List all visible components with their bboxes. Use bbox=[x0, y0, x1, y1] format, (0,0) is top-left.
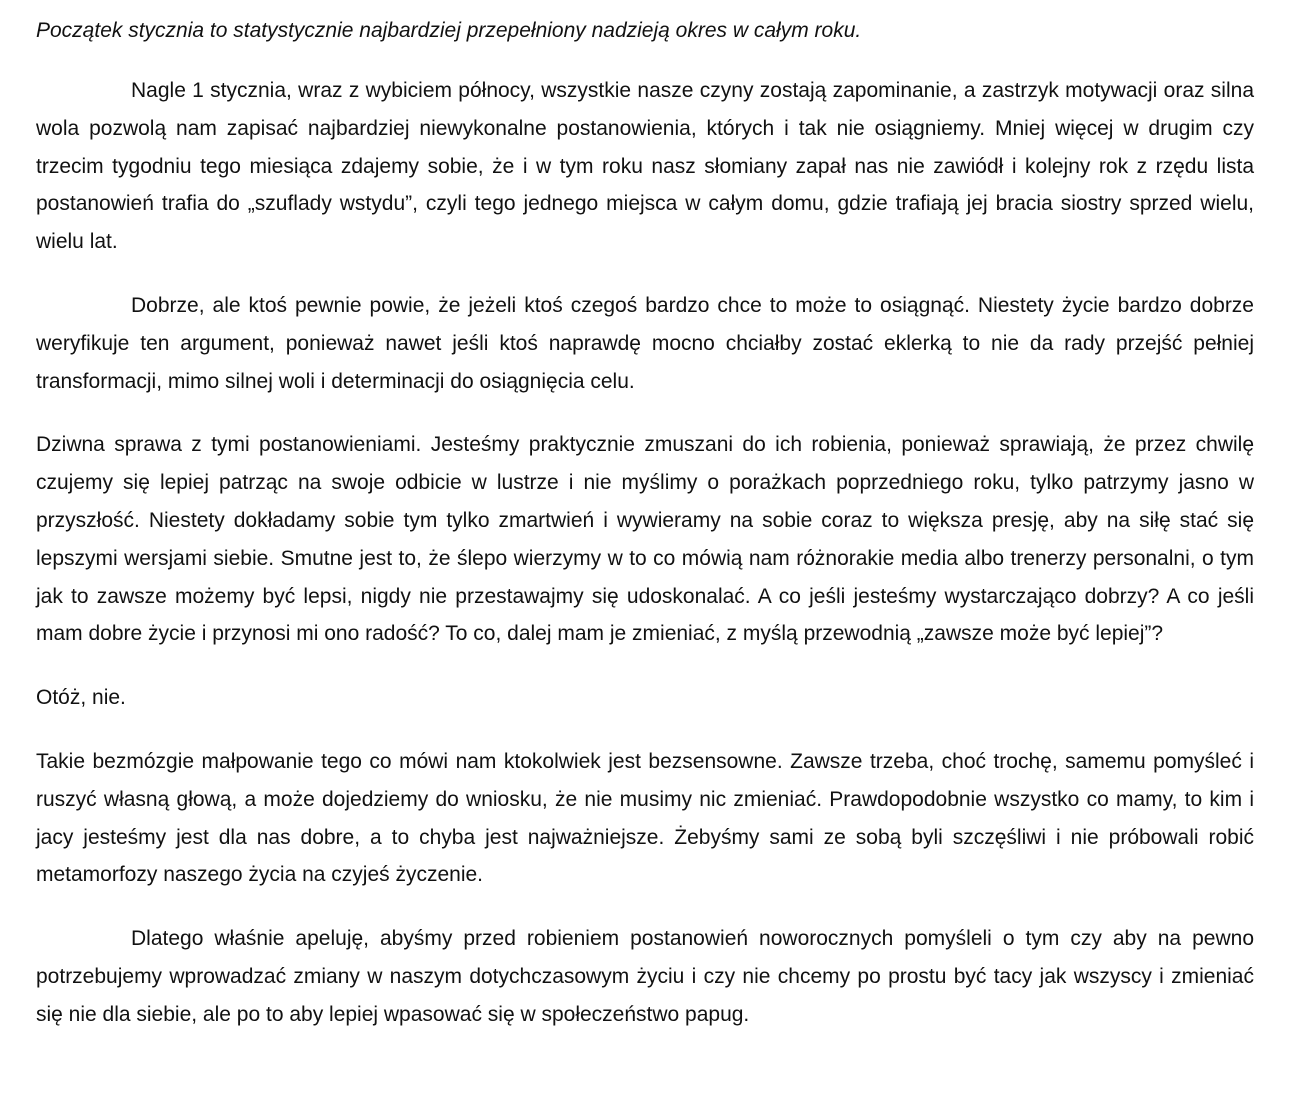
paragraph-answer: Otóż, nie. bbox=[36, 686, 126, 710]
lead-sentence: Początek stycznia to statystycznie najbardziej przepełniony nadzieją okres w całym roku. bbox=[36, 19, 862, 42]
paragraph-new-year-resolutions: Nagle 1 stycznia, wraz z wybiciem północy, wszystkie nasze czyny zostają zapominanie, a zastrzyk motywacji oraz silna wola pozwolą nam zapisać najbardziej niewykonalne postanowienia, których i tak nie osiągniemy. Mniej więcej w drugim czy trzecim tygodniu tego miesiąca zdajemy sobie, że i w tym roku nasz słomiany zapał nas nie zawiódł i kolejny rok z rzędu lista postanowień trafia do „szuflady wstydu”, czyli tego jednego miejsca w całym domu, gdzie trafiają jej bracia siostry sprzed wielu, wielu lat. bbox=[36, 79, 1254, 254]
paragraph-willpower-argument: Dobrze, ale ktoś pewnie powie, że jeżeli ktoś czegoś bardzo chce to może to osiągnąć. Niestety życie bardzo dobrze weryfikuje ten argument, ponieważ nawet jeśli ktoś naprawdę mocno chciałby zostać eklerką to nie da rady przejść pełniej transformacji, mimo silnej woli i determinacji do osiągnięcia celu. bbox=[36, 293, 1254, 393]
paragraph-appeal: Dlatego właśnie apeluję, abyśmy przed robieniem postanowień noworocznych pomyśleli o tym czy aby na pewno potrzebujemy wprowadzać zmiany w naszym dotychczasowym życiu i czy nie chcemy po prostu być tacy jak wszyscy i zmieniać się nie dla siebie, ale po to aby lepiej wpasować się w społeczeństwo papug. bbox=[36, 927, 1254, 1026]
paragraph-think-for-yourself: Takie bezmózgie małpowanie tego co mówi nam ktokolwiek jest bezsensowne. Zawsze trzeba, choć trochę, samemu pomyśleć i ruszyć własną głową, a może dojedziemy do wniosku, że nie musimy nic zmieniać. Prawdopodobnie wszystko co mamy, to kim i jacy jesteśmy jest dla nas dobre, a to chyba jest najważniejsze. Żebyśmy sami ze sobą byli szczęśliwi i nie próbowali robić metamorfozy naszego życia na czyjeś życzenie. bbox=[36, 749, 1254, 887]
paragraph-pressure-to-improve: Dziwna sprawa z tymi postanowieniami. Jesteśmy praktycznie zmuszani do ich robienia, ponieważ sprawiają, że przez chwilę czujemy się lepiej patrząc na swoje odbicie w lustrze i nie myślimy o porażkach poprzedniego roku, tylko patrzymy jasno w przyszłość. Niestety dokładamy sobie tym tylko zmartwień i wywieramy na sobie coraz to większa presję, aby na siłę stać się lepszymi wersjami siebie. Smutne jest to, że ślepo wierzymy w to co mówią nam różnorakie media albo trenerzy personalni, o tym jak to zawsze możemy być lepsi, nigdy nie przestawajmy się udoskonalać. A co jeśli jesteśmy wystarczająco dobrzy? A co jeśli mam dobre życie i przynosi mi ono radość? To co, dalej mam je zmieniać, z myślą przewodnią „zawsze może być lepiej”? bbox=[36, 433, 1254, 646]
